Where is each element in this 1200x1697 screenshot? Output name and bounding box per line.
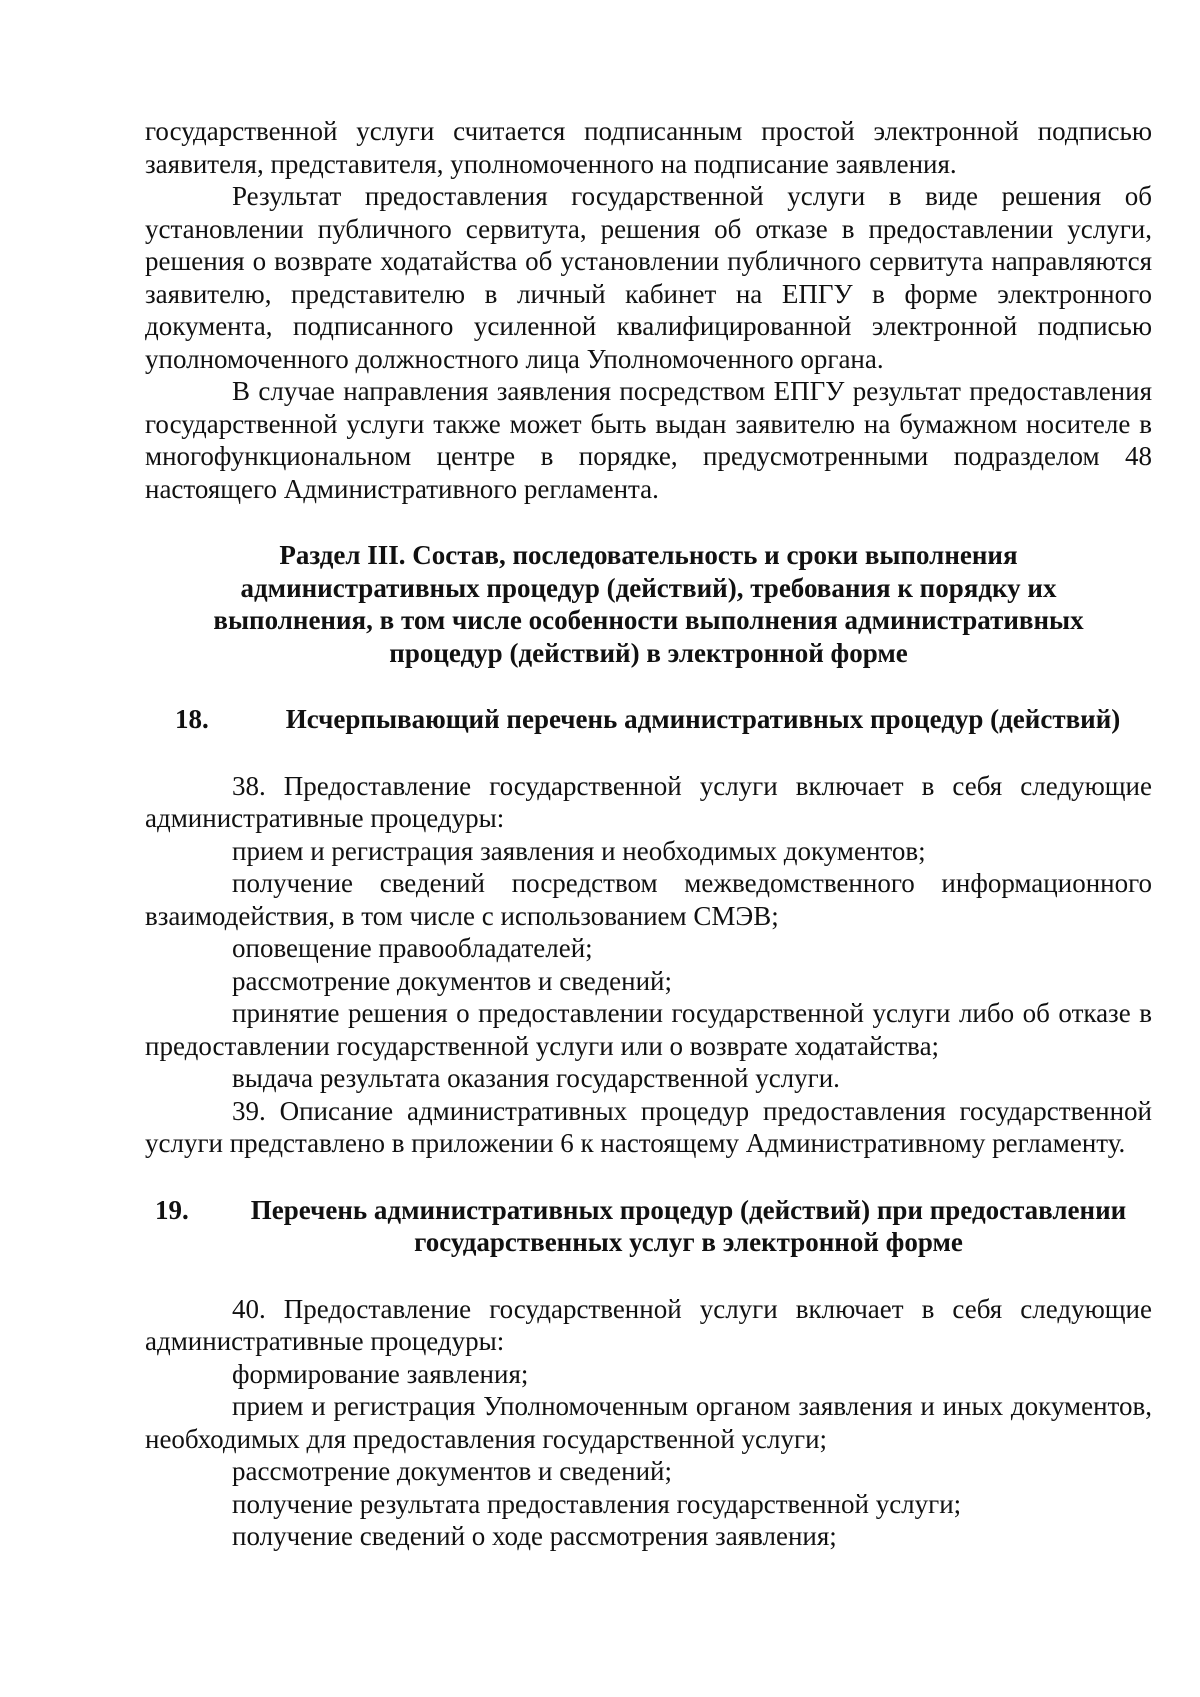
paragraph-38: 38. Предоставление государственной услуги включает в себя следующие административные процедуры: — [145, 770, 1152, 833]
list-item: формирование заявления; — [232, 1358, 529, 1389]
list-item: получение сведений о ходе рассмотрения заявления; — [232, 1521, 837, 1551]
subsection-18-number: 18. — [175, 704, 209, 734]
list-item: рассмотрение документов и сведений; — [232, 1456, 672, 1486]
paragraph-intro-2: Результат предоставления государственной услуги в виде решения об установлении публичного сервитута, решения об отказе в предоставлении услуги, решения о возврате ходатайства об установлении публичного сервитута направляются заявителю, представителю в личный кабинет на ЕПГУ в форме электронного документа, подписанного усиленной квалифицированной электронной подписью уполномоченного должностного лица Уполномоченного органа. — [145, 181, 1152, 374]
paragraph-40: 40. Предоставление государственной услуги включает в себя следующие административные процедуры: — [145, 1293, 1152, 1356]
list-item: прием и регистрация Уполномоченным органом заявления и иных документов, необходимых для предоставления государственной услуги; — [145, 1391, 1152, 1454]
paragraph-39: 39. Описание административных процедур предоставления государственной услуги представлено в приложении 6 к настоящему Административному регламенту. — [145, 1095, 1152, 1158]
subsection-19-number: 19. — [155, 1194, 189, 1225]
list-item: рассмотрение документов и сведений; — [232, 965, 672, 996]
list-item: выдача результата оказания государственной услуги. — [232, 1063, 840, 1093]
subsection-18-title: Исчерпывающий перечень административных процедур (действий) — [285, 704, 1121, 734]
list-item: принятие решения о предоставлении государственной услуги либо об отказе в предоставлении государственной услуги или о возврате ходатайства; — [145, 998, 1152, 1061]
paragraph-intro-1: государственной услуги считается подписанным простой электронной подписью заявителя, представителя, уполномоченного на подписание заявления. — [145, 116, 1152, 179]
subsection-19-heading — [145, 1194, 1152, 1259]
subsection-19-title: Перечень административных процедур (действий) при предоставлении государственных услуг в электронной форме — [250, 1194, 1127, 1257]
document-body — [145, 115, 1152, 1553]
subsection-18-heading — [145, 703, 1152, 736]
list-item: прием и регистрация заявления и необходимых документов; — [232, 835, 926, 866]
list-item: получение результата предоставления государственной услуги; — [232, 1488, 962, 1519]
paragraph-intro-3: В случае направления заявления посредством ЕПГУ результат предоставления государственной услуги также может быть выдан заявителю на бумажном носителе в многофункциональном центре в порядке, предусмотренными подразделом 48 настоящего Административного регламента. — [145, 376, 1152, 504]
list-item: получение сведений посредством межведомственного информационного взаимодействия, в том числе с использованием СМЭВ; — [145, 868, 1152, 931]
list-item: оповещение правообладателей; — [232, 933, 593, 963]
section-3-title: Раздел III. Состав, последовательность и сроки выполнения административных процедур (действий), требования к порядку их выполнения, в том числе особенности выполнения административных процедур (действий) в электронной форме — [213, 540, 1084, 668]
